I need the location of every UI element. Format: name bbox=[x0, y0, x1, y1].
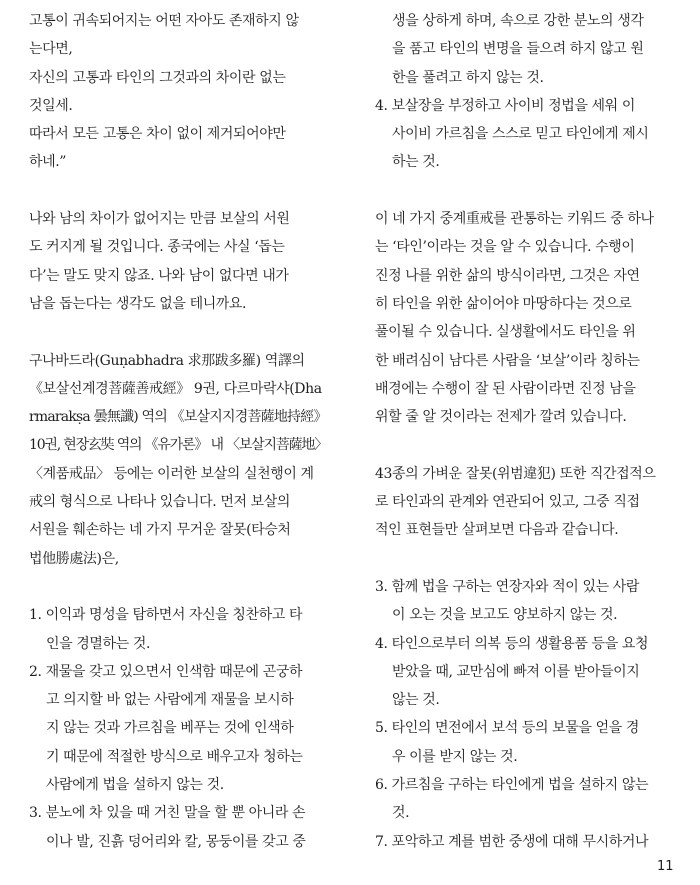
right-column bbox=[375, 7, 677, 856]
text-line: 것. bbox=[392, 805, 410, 822]
text-line: 7. 포악하고 계를 범한 중생에 대해 무시하거나 bbox=[375, 833, 649, 850]
text-line: 다’는 말도 맞지 않죠. 나와 남이 없다면 내가 bbox=[29, 267, 289, 284]
paragraph-gap bbox=[29, 573, 329, 601]
text-line: 남을 돕는다는 생각도 없을 테니까요. bbox=[29, 295, 247, 312]
text-line: 도 커지게 될 것입니다. 종국에는 사실 ‘돕는 bbox=[29, 239, 285, 256]
paragraph-gap bbox=[375, 545, 677, 573]
text-line: 받았을 때, 교만심에 빠져 이를 받아들이지 bbox=[392, 663, 640, 680]
paragraph-gap bbox=[29, 318, 329, 346]
text-line: 구나바드라(Guṇabhadra 求那跋多羅) 역譯의 bbox=[29, 352, 305, 369]
text-line: 서원을 훼손하는 네 가지 무거운 잘못(타승처 bbox=[29, 522, 291, 539]
text-line: 풀이될 수 있습니다. 실생활에서도 타인을 위 bbox=[375, 324, 636, 341]
text-line: 戒의 형식으로 나타나 있습니다. 먼저 보살의 bbox=[29, 494, 291, 511]
text-line: 배경에는 수행이 잘 된 사람이라면 진정 남을 bbox=[375, 380, 636, 397]
text-line: 3. 분노에 차 있을 때 거친 말을 할 뿐 아니라 손 bbox=[29, 805, 306, 822]
text-line: 는 ‘타인’이라는 것을 알 수 있습니다. 수행이 bbox=[375, 239, 635, 256]
text-line: 따라서 모든 고통은 차이 없이 제거되어야만 bbox=[29, 126, 286, 143]
left-column bbox=[29, 7, 329, 856]
text-line: 5. 타인의 면전에서 보석 등의 보물을 얻을 경 bbox=[375, 720, 640, 737]
text-line: 진정 나를 위한 삶의 방식이라면, 그것은 자연 bbox=[375, 267, 640, 284]
text-line: 한 배려심이 남다른 사람을 ‘보살’이라 칭하는 bbox=[375, 352, 640, 369]
text-line: 나와 남의 차이가 없어지는 만큼 보살의 서원 bbox=[29, 211, 290, 228]
text-line: rmarakṣa 曇無讖) 역의 《보살지지경菩薩地持經》 bbox=[29, 409, 327, 426]
text-line: 이나 발, 진흙 덩어리와 칼, 몽둥이를 갖고 중 bbox=[46, 833, 306, 850]
text-line: 것일세. bbox=[29, 97, 73, 114]
text-line: 이 오는 것을 보고도 양보하지 않는 것. bbox=[392, 607, 618, 624]
text-line: 히 타인을 위한 삶이어야 마땅하다는 것으로 bbox=[375, 295, 632, 312]
text-line: 지 않는 것과 가르침을 베푸는 것에 인색하 bbox=[46, 720, 294, 737]
text-line: 10권, 현장玄奘 역의 《유가론》 내 〈보살지菩薩地〉 bbox=[29, 437, 328, 454]
text-line: 고통이 귀속되어지는 어떤 자아도 존재하지 않 bbox=[29, 13, 299, 29]
text-line: 사이비 가르침을 스스로 믿고 타인에게 제시 bbox=[392, 126, 649, 143]
text-line: 을 품고 타인의 변명을 들으려 하지 않고 원 bbox=[392, 41, 644, 58]
text-line: 4. 타인으로부터 의복 등의 생활용품 등을 요청 bbox=[375, 635, 649, 652]
text-line: 우 이를 받지 않는 것. bbox=[392, 748, 518, 765]
text-line: 법他勝處法)은, bbox=[29, 550, 119, 567]
paragraph-gap bbox=[375, 177, 677, 205]
paragraph-gap bbox=[375, 431, 677, 459]
text-line: 위할 줄 알 것이라는 전제가 깔려 있습니다. bbox=[375, 409, 627, 426]
text-line: 4. 보살장을 부정하고 사이비 정법을 세워 이 bbox=[375, 97, 635, 114]
text-line: 1. 이익과 명성을 탐하면서 자신을 칭찬하고 타 bbox=[29, 607, 303, 624]
text-line: 기 때문에 적절한 방식으로 배우고자 청하는 bbox=[46, 748, 303, 765]
text-line: 고 의지할 바 없는 사람에게 재물을 보시하 bbox=[46, 692, 294, 709]
text-line: 《보살선계경菩薩善戒經》 9권, 다르마락샤(Dha bbox=[29, 380, 322, 397]
text-line: 인을 경멸하는 것. bbox=[46, 635, 151, 652]
text-line: 2. 재물을 갖고 있으면서 인색함 때문에 곤궁하 bbox=[29, 663, 303, 680]
text-line: 는다면, bbox=[29, 41, 73, 58]
text-line: 사람에게 법을 설하지 않는 것. bbox=[46, 777, 224, 794]
text-line: 자신의 고통과 타인의 그것과의 차이란 없는 bbox=[29, 69, 286, 86]
text-line: 43종의 가벼운 잘못(위범違犯) 또한 직간접적으 bbox=[375, 465, 656, 482]
paragraph-gap bbox=[29, 177, 329, 205]
text-line: 생을 상하게 하며, 속으로 강한 분노의 생각 bbox=[392, 13, 644, 29]
text-line: 3. 함께 법을 구하는 연장자와 적이 있는 사람 bbox=[375, 578, 640, 595]
text-line: 이 네 가지 중계重戒를 관통하는 키워드 중 하나 bbox=[375, 211, 654, 228]
text-line: 로 타인과의 관계와 연관되어 있고, 그중 직접 bbox=[375, 494, 640, 511]
text-line: 한을 풀려고 하지 않는 것. bbox=[392, 69, 544, 86]
text-line: 적인 표현들만 살펴보면 다음과 같습니다. bbox=[375, 522, 619, 539]
text-line: 하네.” bbox=[29, 154, 67, 171]
text-line: 〈계품戒品〉 등에는 이러한 보살의 실천행이 계 bbox=[29, 465, 314, 482]
text-line: 않는 것. bbox=[392, 692, 440, 709]
text-line: 하는 것. bbox=[392, 154, 440, 171]
page-number: 11 bbox=[657, 859, 674, 874]
text-line: 6. 가르침을 구하는 타인에게 법을 설하지 않는 bbox=[375, 777, 649, 794]
